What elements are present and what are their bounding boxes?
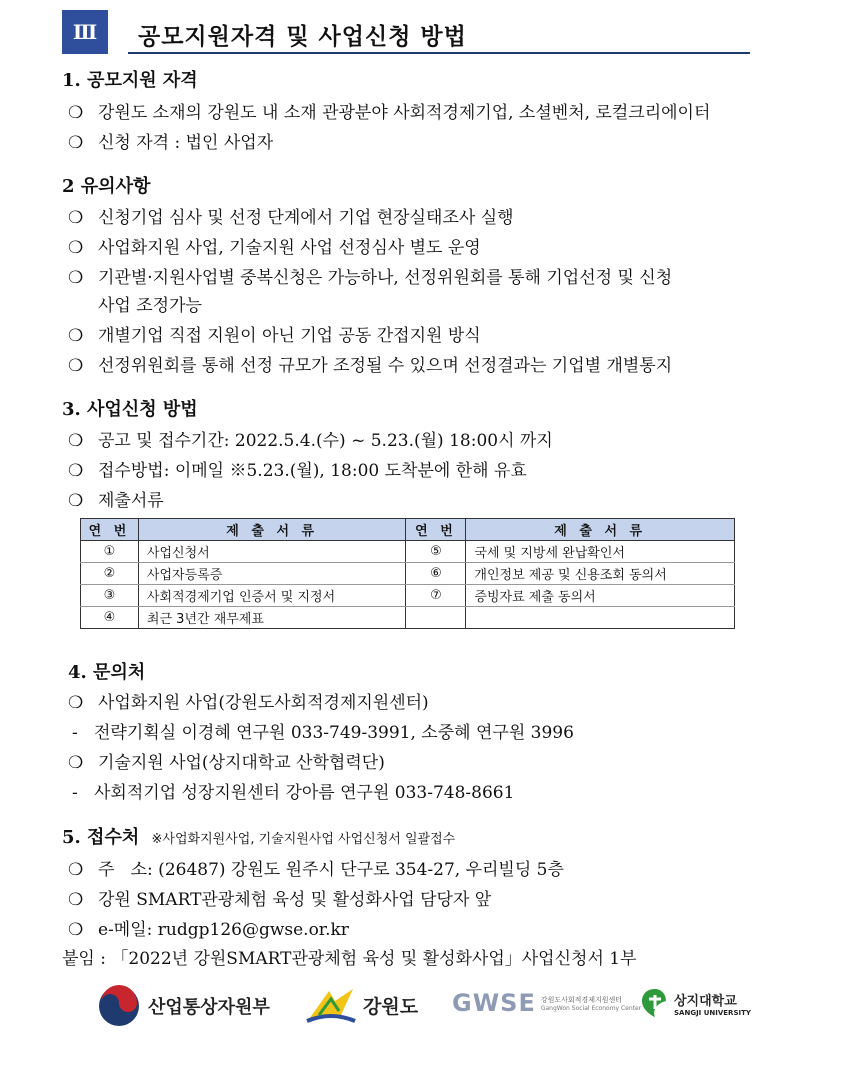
section-5-title: 5. 접수처 ※사업화지원사업, 기술지원사업 사업신청서 일괄접수 bbox=[62, 827, 456, 848]
table-cell: 최근 3년간 재무제표 bbox=[138, 607, 406, 629]
circle-bullet-icon: ❍ bbox=[68, 461, 84, 481]
table-row bbox=[81, 607, 735, 629]
list-item: ❍ 제출서류 bbox=[68, 491, 164, 511]
circle-bullet-icon: ❍ bbox=[68, 133, 84, 153]
list-item: ❍ 기술지원 사업(상지대학교 산학협력단) bbox=[68, 753, 385, 773]
table-cell: 사업자등록증 bbox=[138, 563, 406, 585]
circle-bullet-icon: ❍ bbox=[68, 890, 84, 910]
roman-numeral-badge: Ⅲ bbox=[62, 10, 108, 54]
list-item: ❍ 선정위원회를 통해 선정 규모가 조정될 수 있으며 선정결과는 기업별 개별통지 bbox=[68, 356, 673, 376]
table-cell bbox=[466, 607, 735, 629]
logo-bar bbox=[0, 985, 850, 1029]
gangwon-emblem-icon bbox=[305, 985, 357, 1025]
table-cell: ③ bbox=[81, 585, 139, 607]
table-header-row bbox=[81, 519, 735, 541]
dash-bullet: - bbox=[72, 783, 78, 803]
table-cell: 사회적경제기업 인증서 및 지정서 bbox=[138, 585, 406, 607]
list-item: - 전략기획실 이경혜 연구원 033-749-3991, 소중혜 연구원 3996 bbox=[72, 723, 574, 743]
list-item: ❍ 개별기업 직접 지원이 아닌 기업 공동 간접지원 방식 bbox=[68, 326, 481, 346]
table-cell: ④ bbox=[81, 607, 139, 629]
circle-bullet-icon: ❍ bbox=[68, 920, 84, 940]
gangwon-province-logo: 강원도 bbox=[305, 985, 418, 1025]
list-item: ❍ 기관별·지원사업별 중복신청은 가능하나, 선정위원회를 통해 기업선정 및 신청 bbox=[68, 268, 673, 288]
sangji-university-logo: 상지대학교 SANGJI UNIVERSITY bbox=[640, 987, 751, 1019]
list-item: - 사회적기업 성장지원센터 강아름 연구원 033-748-8661 bbox=[72, 783, 515, 803]
column-header: 제 출 서 류 bbox=[466, 519, 735, 541]
list-item: ❍ 강원도 소재의 강원도 내 소재 관광분야 사회적경제기업, 소셜벤처, 로컬크리에이터 bbox=[68, 103, 711, 123]
circle-bullet-icon: ❍ bbox=[68, 431, 84, 451]
list-item: ❍ 강원 SMART관광체험 육성 및 활성화사업 담당자 앞 bbox=[68, 890, 492, 910]
list-item: ❍ 신청기업 심사 및 선정 단계에서 기업 현장실태조사 실행 bbox=[68, 208, 514, 228]
circle-bullet-icon: ❍ bbox=[68, 208, 84, 228]
table-cell: 증빙자료 제출 동의서 bbox=[466, 585, 735, 607]
column-header: 연 번 bbox=[406, 519, 466, 541]
table-row bbox=[81, 585, 735, 607]
list-item-continuation: 사업 조정가능 bbox=[98, 296, 202, 316]
section-3-title: 3. 사업신청 방법 bbox=[62, 399, 198, 420]
table-cell: ⑤ bbox=[406, 541, 466, 563]
list-item: ❍ 사업화지원 사업(강원도사회적경제지원센터) bbox=[68, 693, 429, 713]
table-cell: ⑥ bbox=[406, 563, 466, 585]
section-2-title: 2 유의사항 bbox=[62, 176, 151, 197]
circle-bullet-icon: ❍ bbox=[68, 326, 84, 346]
attachment-note: 붙임 : 「2022년 강원SMART관광체험 육성 및 활성화사업」사업신청서 1부 bbox=[62, 949, 637, 969]
table-cell: ① bbox=[81, 541, 139, 563]
taegeuk-emblem-icon bbox=[98, 985, 140, 1027]
circle-bullet-icon: ❍ bbox=[68, 268, 84, 288]
circle-bullet-icon: ❍ bbox=[68, 491, 84, 511]
section-5-note: ※사업화지원사업, 기술지원사업 사업신청서 일괄접수 bbox=[151, 832, 456, 847]
list-item: ❍ 사업화지원 사업, 기술지원 사업 선정심사 별도 운영 bbox=[68, 238, 481, 258]
title-underline bbox=[128, 52, 750, 54]
page-title: 공모지원자격 및 사업신청 방법 bbox=[138, 24, 467, 50]
table-cell: ⑦ bbox=[406, 585, 466, 607]
list-item: ❍ 신청 자격 : 법인 사업자 bbox=[68, 133, 274, 153]
circle-bullet-icon: ❍ bbox=[68, 693, 84, 713]
section-4-title: 4. 문의처 bbox=[68, 662, 146, 683]
dash-bullet: - bbox=[72, 723, 78, 743]
list-item: ❍ 공고 및 접수기간: 2022.5.4.(수) ~ 5.23.(월) 18:00시 까지 bbox=[68, 431, 553, 451]
table-cell: 개인정보 제공 및 신용조회 동의서 bbox=[466, 563, 735, 585]
column-header: 제 출 서 류 bbox=[138, 519, 406, 541]
documents-table bbox=[80, 518, 735, 629]
table-cell: 국세 및 지방세 완납확인서 bbox=[466, 541, 735, 563]
section-1-title: 1. 공모지원 자격 bbox=[62, 70, 198, 91]
circle-bullet-icon: ❍ bbox=[68, 753, 84, 773]
section-header bbox=[62, 10, 750, 54]
circle-bullet-icon: ❍ bbox=[68, 238, 84, 258]
circle-bullet-icon: ❍ bbox=[68, 356, 84, 376]
list-item: ❍ e-메일: rudgp126@gwse.or.kr bbox=[68, 920, 349, 940]
table-cell: 사업신청서 bbox=[138, 541, 406, 563]
gwse-wordmark: GWSE bbox=[452, 989, 536, 1017]
circle-bullet-icon: ❍ bbox=[68, 103, 84, 123]
gwse-logo: GWSE 강원도사회적경제지원센터 GangWon Social Economy Center bbox=[452, 989, 642, 1017]
sangji-emblem-icon bbox=[640, 987, 670, 1019]
circle-bullet-icon: ❍ bbox=[68, 860, 84, 880]
list-item: ❍ 주 소: (26487) 강원도 원주시 단구로 354-27, 우리빌딩 5층 bbox=[68, 860, 564, 880]
table-cell bbox=[406, 607, 466, 629]
list-item: ❍ 접수방법: 이메일 ※5.23.(월), 18:00 도착분에 한해 유효 bbox=[68, 461, 527, 481]
table-cell: ② bbox=[81, 563, 139, 585]
table-row bbox=[81, 563, 735, 585]
table-row bbox=[81, 541, 735, 563]
ministry-logo: 산업통상자원부 bbox=[98, 985, 270, 1027]
column-header: 연 번 bbox=[81, 519, 139, 541]
